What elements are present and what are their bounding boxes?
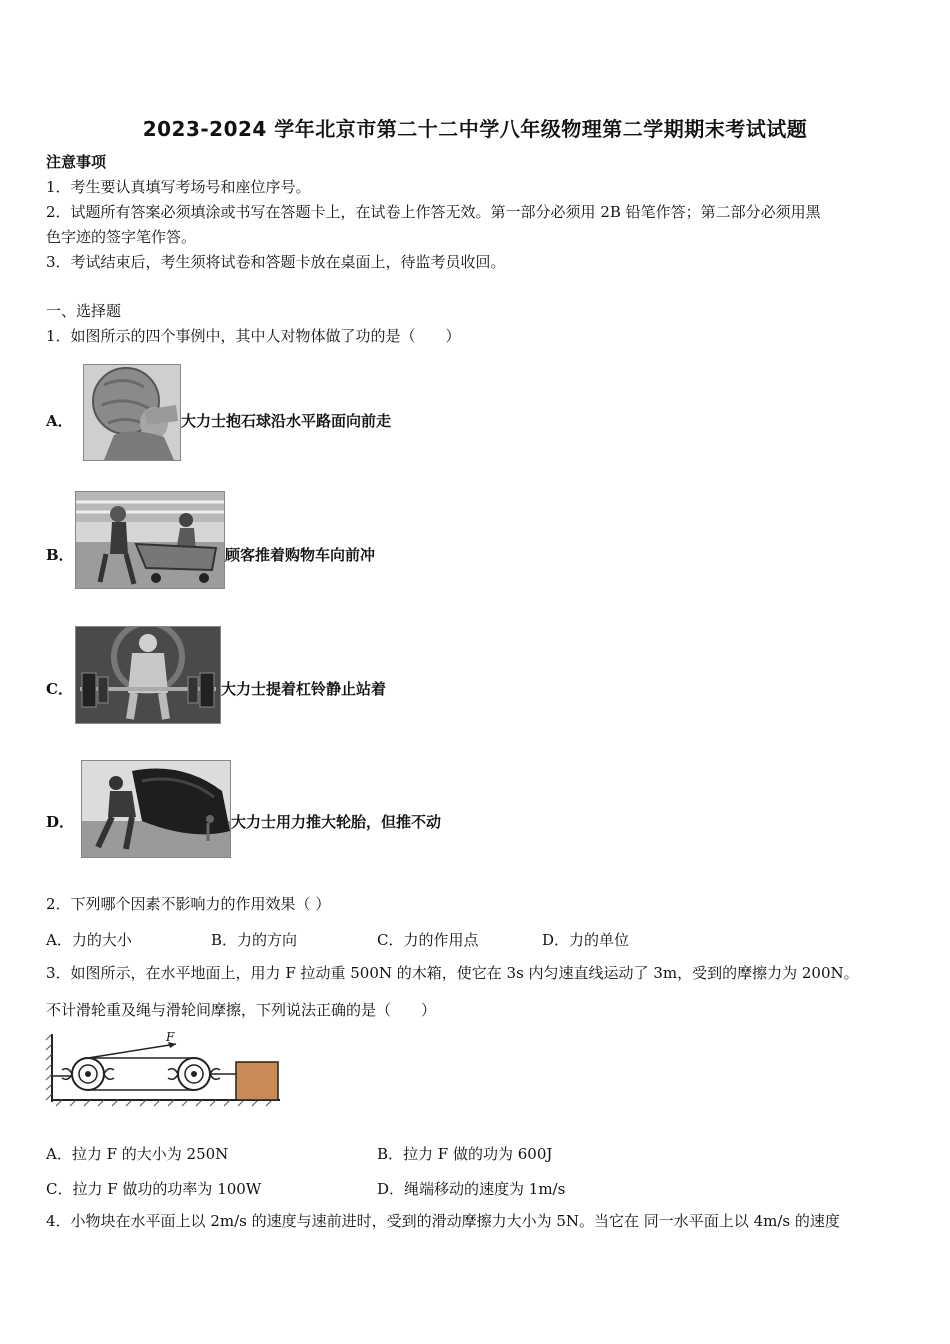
- section-heading: 一、选择题: [46, 302, 122, 320]
- q1-option-a-text: 大力士抱石球沿水平路面向前走: [181, 412, 392, 430]
- q1-option-a-photo: [83, 364, 181, 461]
- q2-option-a: A．力的大小: [46, 931, 132, 949]
- q4-stem: 4．小物块在水平面上以 2m/s 的速度与速前进时，受到的滑动摩擦力大小为 5N。当它在 同一水平面上以 4m/s 的速度: [46, 1212, 840, 1230]
- q3-stem-line-2: 不计滑轮重及绳与滑轮间摩擦，下列说法正确的是（ ）: [46, 1001, 437, 1019]
- shopping-cart-image: [76, 492, 224, 588]
- q1-option-d-label: D．: [46, 813, 75, 831]
- q3-stem-line-1: 3．如图所示，在水平地面上，用力 F 拉动重 500N 的木箱，使它在 3s 内匀速直线运动了 3m，受到的摩擦力为 200N。: [46, 964, 859, 982]
- tire-push-image: [82, 761, 230, 857]
- q1-option-d-photo: [81, 760, 231, 858]
- strongman-stone-ball-image: [84, 365, 180, 460]
- barbell-lifter-image: [76, 627, 220, 723]
- notice-item-2-cont: 色字迹的签字笔作答。: [46, 228, 197, 246]
- notice-item-2: 2．试题所有答案必须填涂或书写在答题卡上，在试卷上作答无效。第一部分必须用 2B 铅笔作答；第二部分必须用黑: [46, 203, 821, 221]
- q3-option-a: A．拉力 F 的大小为 250N: [46, 1145, 229, 1163]
- q1-option-d-text: 大力士用力推大轮胎，但推不动: [231, 813, 442, 831]
- notice-item-1: 1．考生要认真填写考场号和座位序号。: [46, 178, 311, 196]
- q3-option-d: D．绳端移动的速度为 1m/s: [377, 1180, 566, 1198]
- notice-heading: 注意事项: [46, 153, 107, 171]
- q1-stem: 1．如图所示的四个事例中，其中人对物体做了功的是（ ）: [46, 327, 461, 345]
- q2-stem: 2．下列哪个因素不影响力的作用效果（ ）: [46, 895, 331, 913]
- q2-option-b: B．力的方向: [211, 931, 298, 949]
- q3-option-b: B．拉力 F 做的功为 600J: [377, 1145, 553, 1163]
- q1-option-a-label: A．: [46, 412, 73, 430]
- q3-option-c: C．拉力 F 做功的功率为 100W: [46, 1180, 262, 1198]
- page-title: 2023-2024 学年北京市第二十二中学八年级物理第二学期期末考试试题: [142, 117, 808, 141]
- pulley-diagram: [44, 1030, 284, 1110]
- q1-option-b-photo: [75, 491, 225, 589]
- q2-option-d: D．力的单位: [542, 931, 630, 949]
- q1-option-b-label: B．: [46, 546, 74, 564]
- q1-option-b-text: 顾客推着购物车向前冲: [225, 546, 376, 564]
- notice-item-3: 3．考试结束后，考生须将试卷和答题卡放在桌面上，待监考员收回。: [46, 253, 506, 271]
- force-label: F: [166, 1030, 175, 1044]
- q2-option-c: C．力的作用点: [377, 931, 479, 949]
- q1-option-c-label: C．: [46, 680, 73, 698]
- q1-option-c-photo: [75, 626, 221, 724]
- pulley-figure: [44, 1030, 284, 1110]
- q1-option-c-text: 大力士提着杠铃静止站着: [221, 680, 387, 698]
